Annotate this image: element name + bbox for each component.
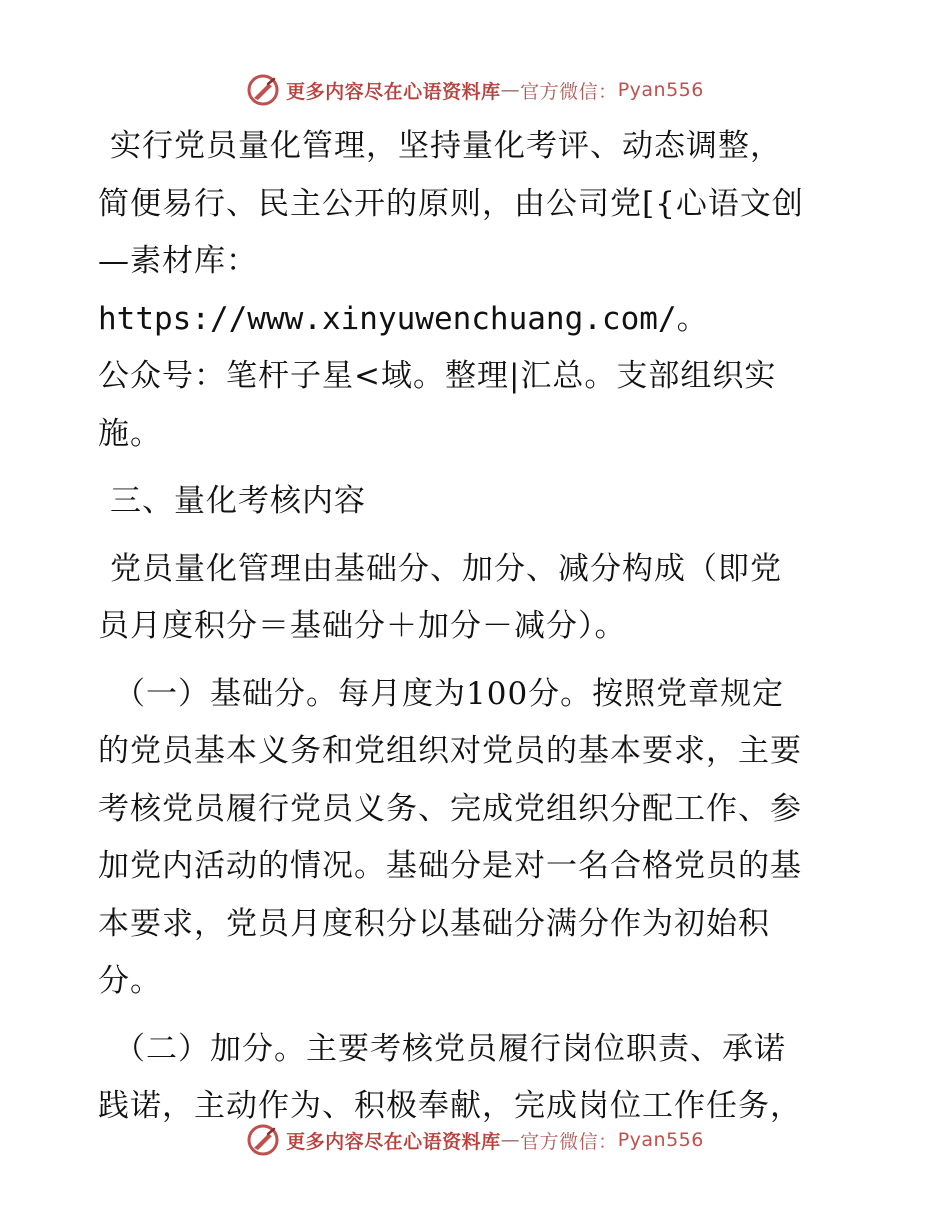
header-watermark xyxy=(0,70,950,110)
text-line xyxy=(98,233,858,348)
watermark-label: 官方微信： xyxy=(520,1130,618,1153)
watermark-brand: 更多内容尽在心语资料库 xyxy=(286,80,501,103)
text-segment: 。 xyxy=(676,300,709,337)
paragraph-composition xyxy=(98,541,858,656)
website-link[interactable]: https://www.xinyuwenchuang.com/ xyxy=(98,300,677,337)
text-line: 加党内活动的情况。基础分是对一名合格党员的基 xyxy=(98,848,802,884)
text-line: 员月度积分＝基础分＋加分－减分）。 xyxy=(98,608,627,644)
document-body xyxy=(98,118,858,1136)
brand-logo-icon xyxy=(246,1123,280,1157)
text-line: 践诺，主动作为、积极奉献，完成岗位工作任务， xyxy=(98,1088,802,1124)
text-line: 本要求，党员月度积分以基础分满分作为初始积 xyxy=(98,905,770,942)
text-line: （二）加分。主要考核党员履行岗位职责、承诺 xyxy=(114,1030,786,1067)
section-heading: 三、量化考核内容 xyxy=(110,483,366,519)
footer-watermark xyxy=(0,1120,950,1160)
text-line: 施。 xyxy=(98,415,162,452)
paragraph-bonus-score xyxy=(98,1021,858,1136)
watermark-wechat-id: Pyan556 xyxy=(617,79,704,101)
paragraph-intro xyxy=(98,118,858,463)
watermark-label: 官方微信： xyxy=(520,80,618,103)
text-line: 考核党员履行党员义务、完成党组织分配工作、参 xyxy=(98,790,802,827)
brand-logo-icon xyxy=(246,73,280,107)
text-line: 党员量化管理由基础分、加分、减分构成（即党 xyxy=(110,550,782,587)
text-line: 分。 xyxy=(98,963,162,999)
paragraph-base-score xyxy=(98,666,858,1011)
watermark-separator: — xyxy=(500,1129,521,1151)
text-line: 公众号：笔杆子星<域。整理|汇总。支部组织实 xyxy=(98,358,777,394)
text-line: 的党员基本义务和党组织对党员的基本要求，主要 xyxy=(98,733,802,769)
watermark-wechat-id: Pyan556 xyxy=(617,1129,704,1151)
text-line: （一）基础分。每月度为100分。按照党章规定 xyxy=(114,675,785,712)
text-line: 简便易行、民主公开的原则，由公司党[{心语文创 xyxy=(98,185,804,222)
watermark-brand: 更多内容尽在心语资料库 xyxy=(286,1130,501,1153)
watermark-separator: — xyxy=(500,79,521,101)
text-line: 实行党员量化管理，坚持量化考评、动态调整， xyxy=(110,128,782,164)
text-segment: —素材库： xyxy=(98,243,258,279)
